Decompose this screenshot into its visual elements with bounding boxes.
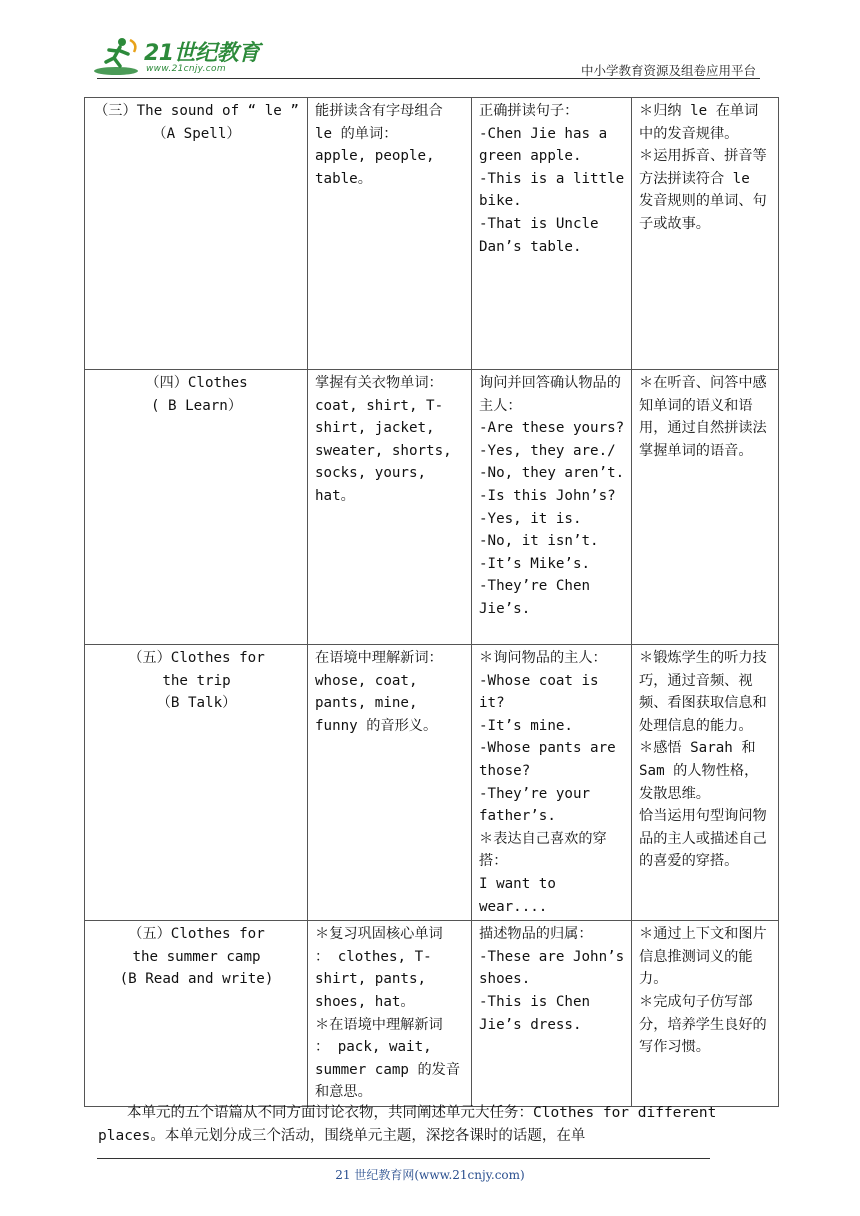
sentences-cell: 询问并回答确认物品的主人： -Are these yours? -Yes, they are./ -No, they aren’t. -Is this John’s? -Yes, it is. -No, it isn’t. -It’s Mike’s. -They’re Chen Jie’s. <box>472 370 632 645</box>
footer-divider <box>97 1158 710 1159</box>
table-row <box>85 921 779 1107</box>
platform-title: 中小学教育资源及组卷应用平台 <box>580 63 756 78</box>
site-logo <box>94 34 274 78</box>
goals-cell: ＊在听音、问答中感知单词的语义和语用，通过自然拼读法掌握单词的语音。 <box>632 370 779 645</box>
lesson-cell: （三）The sound of “ le ” （A Spell） <box>85 98 308 370</box>
logo-text: 21世纪教育 <box>144 41 260 66</box>
footer-link[interactable]: 21 世纪教育网(www.21cnjy.com) <box>335 1168 525 1182</box>
table-row <box>85 370 779 645</box>
table-row <box>85 645 779 921</box>
table-row <box>85 98 779 370</box>
runner-logo-icon <box>94 36 142 76</box>
lesson-cell: （五）Clothes for the trip （B Talk） <box>85 645 308 921</box>
goals-cell: ＊锻炼学生的听力技巧，通过音频、视频、看图获取信息和处理信息的能力。 ＊感悟 Sarah 和 Sam 的人物性格，发散思维。 恰当运用句型询问物品的主人或描述自己的喜爱的穿搭。 <box>632 645 779 921</box>
vocab-cell: ＊复习巩固核心单词 ： clothes, T-shirt, pants, shoes, hat。 ＊在语境中理解新词 ： pack, wait, summer camp 的发音和意思。 <box>308 921 472 1107</box>
sentences-cell: ＊询问物品的主人： -Whose coat is it? -It’s mine. -Whose pants are those? -They’re your father’s. ＊表达自己喜欢的穿搭： I want to wear.... <box>472 645 632 921</box>
vocab-cell: 能拼读含有字母组合 le 的单词： apple, people, table。 <box>308 98 472 370</box>
vocab-cell: 掌握有关衣物单词： coat, shirt, T-shirt, jacket, sweater, shorts, socks, yours, hat。 <box>308 370 472 645</box>
logo-url: www.21cnjy.com <box>146 64 226 74</box>
body-paragraph: 本单元的五个语篇从不同方面讨论衣物，共同阐述单元大任务：Clothes for different places。本单元划分成三个活动，围绕单元主题，深挖各课时的话题，在单 <box>98 1105 717 1144</box>
vocab-cell: 在语境中理解新词： whose, coat, pants, mine, funny 的音形义。 <box>308 645 472 921</box>
sentences-cell: 正确拼读句子： -Chen Jie has a green apple. -This is a little bike. -That is Uncle Dan’s table. <box>472 98 632 370</box>
lesson-cell: （五）Clothes for the summer camp (B Read and write) <box>85 921 308 1107</box>
lesson-cell: （四）Clothes ( B Learn） <box>85 370 308 645</box>
goals-cell: ＊归纳 le 在单词中的发音规律。 ＊运用拆音、拼音等方法拼读符合 le 发音规则的单词、句子或故事。 <box>632 98 779 370</box>
goals-cell: ＊通过上下文和图片信息推测词义的能力。 ＊完成句子仿写部分，培养学生良好的写作习惯。 <box>632 921 779 1107</box>
lesson-table <box>84 97 779 1107</box>
sentences-cell: 描述物品的归属： -These are John’s shoes. -This is Chen Jie’s dress. <box>472 921 632 1107</box>
header-divider <box>97 78 760 79</box>
